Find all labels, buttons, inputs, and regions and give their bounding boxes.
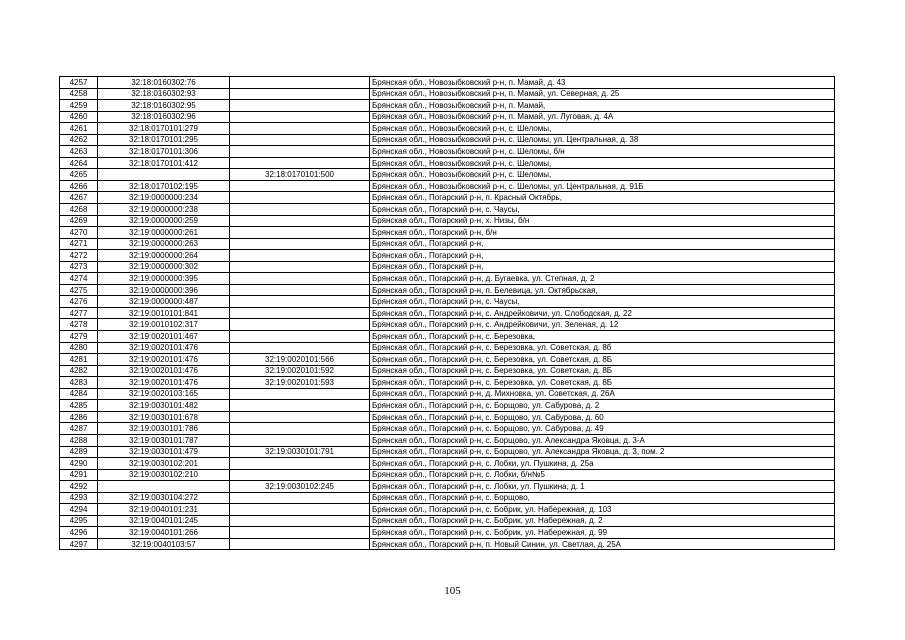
row-number-cell: 4274 <box>60 273 98 285</box>
table-row <box>60 365 835 377</box>
table-row <box>60 342 835 354</box>
row-number-cell: 4257 <box>60 77 98 89</box>
address-cell: Брянская обл., Новозыбковский р-н, п. Мамай, <box>370 100 835 112</box>
address-cell: Брянская обл., Новозыбковский р-н, п. Мамай, ул. Луговая, д. 4А <box>370 111 835 123</box>
related-cadastral-number-cell <box>230 411 370 423</box>
row-number-cell: 4267 <box>60 192 98 204</box>
row-number-cell: 4292 <box>60 481 98 493</box>
address-cell: Брянская обл., Погарский р-н, с. Бобрик, ул. Набережная, д. 99 <box>370 527 835 539</box>
row-number-cell: 4290 <box>60 458 98 470</box>
cadastral-number-cell: 32:19:0020101:476 <box>98 342 230 354</box>
address-cell: Брянская обл., Погарский р-н, д. Бугаевка, ул. Степная, д. 2 <box>370 273 835 285</box>
table-row <box>60 481 835 493</box>
row-number-cell: 4291 <box>60 469 98 481</box>
related-cadastral-number-cell: 32:18:0170101:500 <box>230 169 370 181</box>
table-row <box>60 134 835 146</box>
table-row <box>60 400 835 412</box>
cadastral-number-cell: 32:19:0000000:238 <box>98 204 230 216</box>
table-row <box>60 446 835 458</box>
cadastral-number-cell: 32:18:0170102:195 <box>98 180 230 192</box>
related-cadastral-number-cell <box>230 100 370 112</box>
address-cell: Брянская обл., Погарский р-н, с. Березовка, ул. Советская, д. 8Б <box>370 377 835 389</box>
cadastral-number-cell: 32:19:0020101:476 <box>98 365 230 377</box>
table-row <box>60 458 835 470</box>
cadastral-number-cell: 32:19:0030104:272 <box>98 492 230 504</box>
related-cadastral-number-cell <box>230 492 370 504</box>
related-cadastral-number-cell <box>230 504 370 516</box>
address-cell: Брянская обл., Погарский р-н, с. Лобки, б/н№5 <box>370 469 835 481</box>
row-number-cell: 4271 <box>60 238 98 250</box>
address-cell: Брянская обл., Погарский р-н, п. Новый Синин, ул. Светлая, д. 25А <box>370 538 835 550</box>
related-cadastral-number-cell <box>230 261 370 273</box>
row-number-cell: 4278 <box>60 319 98 331</box>
table-row <box>60 492 835 504</box>
cadastral-number-cell: 32:19:0000000:259 <box>98 215 230 227</box>
row-number-cell: 4270 <box>60 227 98 239</box>
cadastral-number-cell: 32:19:0020103:165 <box>98 388 230 400</box>
cadastral-number-cell: 32:19:0010101:841 <box>98 307 230 319</box>
address-cell: Брянская обл., Погарский р-н, с. Лобки, ул. Пушкина, д. 1 <box>370 481 835 493</box>
related-cadastral-number-cell: 32:19:0030101:791 <box>230 446 370 458</box>
row-number-cell: 4280 <box>60 342 98 354</box>
address-cell: Брянская обл., Новозыбковский р-н, с. Шеломы, <box>370 157 835 169</box>
related-cadastral-number-cell: 32:19:0020101:592 <box>230 365 370 377</box>
related-cadastral-number-cell <box>230 284 370 296</box>
cadastral-number-cell <box>98 169 230 181</box>
property-registry-table <box>59 76 835 550</box>
table-row <box>60 434 835 446</box>
related-cadastral-number-cell <box>230 146 370 158</box>
cadastral-number-cell: 32:19:0030101:678 <box>98 411 230 423</box>
row-number-cell: 4289 <box>60 446 98 458</box>
related-cadastral-number-cell <box>230 388 370 400</box>
table-row <box>60 515 835 527</box>
row-number-cell: 4276 <box>60 296 98 308</box>
related-cadastral-number-cell <box>230 180 370 192</box>
address-cell: Брянская обл., Погарский р-н, с. Борщово, <box>370 492 835 504</box>
related-cadastral-number-cell <box>230 400 370 412</box>
address-cell: Брянская обл., Погарский р-н, с. Лобки, ул. Пушкина, д. 25а <box>370 458 835 470</box>
table-row <box>60 88 835 100</box>
table-row <box>60 388 835 400</box>
cadastral-number-cell: 32:19:0030101:482 <box>98 400 230 412</box>
row-number-cell: 4283 <box>60 377 98 389</box>
row-number-cell: 4258 <box>60 88 98 100</box>
related-cadastral-number-cell <box>230 527 370 539</box>
table-row <box>60 469 835 481</box>
row-number-cell: 4268 <box>60 204 98 216</box>
related-cadastral-number-cell <box>230 215 370 227</box>
row-number-cell: 4279 <box>60 331 98 343</box>
row-number-cell: 4265 <box>60 169 98 181</box>
table-row <box>60 423 835 435</box>
row-number-cell: 4277 <box>60 307 98 319</box>
related-cadastral-number-cell <box>230 204 370 216</box>
table-row <box>60 204 835 216</box>
cadastral-number-cell: 32:19:0040103:57 <box>98 538 230 550</box>
related-cadastral-number-cell <box>230 157 370 169</box>
table-row <box>60 331 835 343</box>
cadastral-number-cell: 32:18:0170101:306 <box>98 146 230 158</box>
address-cell: Брянская обл., Новозыбковский р-н, с. Шеломы, б/н <box>370 146 835 158</box>
table-row <box>60 504 835 516</box>
address-cell: Брянская обл., Погарский р-н, с. Борщово, ул. Сабурова, д. 60 <box>370 411 835 423</box>
row-number-cell: 4287 <box>60 423 98 435</box>
address-cell: Брянская обл., Погарский р-н, с. Борщово, ул. Сабурова, д. 2 <box>370 400 835 412</box>
related-cadastral-number-cell <box>230 227 370 239</box>
related-cadastral-number-cell <box>230 469 370 481</box>
address-cell: Брянская обл., Новозыбковский р-н, п. Мамай, д. 43 <box>370 77 835 89</box>
row-number-cell: 4262 <box>60 134 98 146</box>
table-row <box>60 538 835 550</box>
table-row <box>60 215 835 227</box>
row-number-cell: 4266 <box>60 180 98 192</box>
row-number-cell: 4273 <box>60 261 98 273</box>
row-number-cell: 4296 <box>60 527 98 539</box>
table-row <box>60 111 835 123</box>
table-row <box>60 146 835 158</box>
row-number-cell: 4269 <box>60 215 98 227</box>
address-cell: Брянская обл., Новозыбковский р-н, п. Мамай, ул. Северная, д. 25 <box>370 88 835 100</box>
table-row <box>60 319 835 331</box>
cadastral-number-cell: 32:19:0040101:231 <box>98 504 230 516</box>
cadastral-number-cell: 32:19:0040101:266 <box>98 527 230 539</box>
address-cell: Брянская обл., Новозыбковский р-н, с. Шеломы, ул. Центральная, д. 91Б <box>370 180 835 192</box>
table-row <box>60 157 835 169</box>
table-row <box>60 273 835 285</box>
related-cadastral-number-cell <box>230 250 370 262</box>
row-number-cell: 4272 <box>60 250 98 262</box>
table-row <box>60 527 835 539</box>
table-row <box>60 307 835 319</box>
cadastral-number-cell: 32:19:0020101:476 <box>98 354 230 366</box>
address-cell: Брянская обл., Погарский р-н, с. Борщово, ул. Александра Яковца, д. 3, пом. 2 <box>370 446 835 458</box>
cadastral-number-cell: 32:19:0000000:234 <box>98 192 230 204</box>
row-number-cell: 4286 <box>60 411 98 423</box>
cadastral-number-cell: 32:19:0030102:210 <box>98 469 230 481</box>
cadastral-number-cell: 32:19:0030101:479 <box>98 446 230 458</box>
address-cell: Брянская обл., Погарский р-н, б/н <box>370 227 835 239</box>
cadastral-number-cell: 32:19:0030101:787 <box>98 434 230 446</box>
related-cadastral-number-cell <box>230 111 370 123</box>
address-cell: Брянская обл., Погарский р-н, д. Михновка, ул. Советская, д. 26А <box>370 388 835 400</box>
table-row <box>60 227 835 239</box>
cadastral-number-cell: 32:18:0160302:76 <box>98 77 230 89</box>
related-cadastral-number-cell <box>230 296 370 308</box>
related-cadastral-number-cell <box>230 331 370 343</box>
cadastral-number-cell: 32:19:0000000:264 <box>98 250 230 262</box>
cadastral-number-cell: 32:19:0000000:487 <box>98 296 230 308</box>
related-cadastral-number-cell <box>230 434 370 446</box>
row-number-cell: 4282 <box>60 365 98 377</box>
cadastral-number-cell: 32:18:0170101:412 <box>98 157 230 169</box>
related-cadastral-number-cell <box>230 307 370 319</box>
address-cell: Брянская обл., Погарский р-н, с. Березовка, ул. Советская, д. 8Б <box>370 365 835 377</box>
related-cadastral-number-cell <box>230 273 370 285</box>
page-number: 105 <box>444 585 461 597</box>
table-row <box>60 250 835 262</box>
cadastral-number-cell: 32:19:0040101:245 <box>98 515 230 527</box>
address-cell: Брянская обл., Погарский р-н, с. Андрейковичи, ул. Слободская, д. 22 <box>370 307 835 319</box>
related-cadastral-number-cell: 32:19:0020101:566 <box>230 354 370 366</box>
cadastral-number-cell <box>98 481 230 493</box>
related-cadastral-number-cell <box>230 515 370 527</box>
cadastral-number-cell: 32:19:0010102:317 <box>98 319 230 331</box>
address-cell: Брянская обл., Погарский р-н, с. Бобрик, ул. Набережная, д. 103 <box>370 504 835 516</box>
cadastral-number-cell: 32:19:0020101:467 <box>98 331 230 343</box>
cadastral-number-cell: 32:18:0160302:93 <box>98 88 230 100</box>
table-row <box>60 411 835 423</box>
cadastral-number-cell: 32:18:0170101:279 <box>98 123 230 135</box>
cadastral-number-cell: 32:19:0030101:786 <box>98 423 230 435</box>
table-row <box>60 169 835 181</box>
row-number-cell: 4261 <box>60 123 98 135</box>
table-row <box>60 238 835 250</box>
cadastral-number-cell: 32:19:0000000:261 <box>98 227 230 239</box>
related-cadastral-number-cell: 32:19:0020101:593 <box>230 377 370 389</box>
related-cadastral-number-cell <box>230 319 370 331</box>
address-cell: Брянская обл., Погарский р-н, с. Бобрик, ул. Набережная, д. 2 <box>370 515 835 527</box>
address-cell: Брянская обл., Погарский р-н, с. Березовка, ул. Советская, д. 8б <box>370 342 835 354</box>
table-row <box>60 284 835 296</box>
cadastral-number-cell: 32:19:0020101:476 <box>98 377 230 389</box>
address-cell: Брянская обл., Погарский р-н, с. Чаусы, <box>370 204 835 216</box>
row-number-cell: 4288 <box>60 434 98 446</box>
table-row <box>60 192 835 204</box>
row-number-cell: 4284 <box>60 388 98 400</box>
table-row <box>60 261 835 273</box>
cadastral-number-cell: 32:19:0000000:263 <box>98 238 230 250</box>
address-cell: Брянская обл., Новозыбковский р-н, с. Шеломы, ул. Центральная, д. 38 <box>370 134 835 146</box>
row-number-cell: 4263 <box>60 146 98 158</box>
address-cell: Брянская обл., Погарский р-н, с. Березовка, <box>370 331 835 343</box>
address-cell: Брянская обл., Погарский р-н, х. Низы, б/н <box>370 215 835 227</box>
related-cadastral-number-cell <box>230 538 370 550</box>
row-number-cell: 4281 <box>60 354 98 366</box>
cadastral-number-cell: 32:19:0000000:396 <box>98 284 230 296</box>
address-cell: Брянская обл., Погарский р-н, п. Красный Октябрь, <box>370 192 835 204</box>
cadastral-number-cell: 32:18:0170101:295 <box>98 134 230 146</box>
related-cadastral-number-cell <box>230 77 370 89</box>
registry-table-body <box>60 77 835 550</box>
table-row <box>60 180 835 192</box>
related-cadastral-number-cell <box>230 423 370 435</box>
related-cadastral-number-cell <box>230 134 370 146</box>
table-row <box>60 100 835 112</box>
address-cell: Брянская обл., Погарский р-н, с. Березовка, ул. Советская, д. 8Б <box>370 354 835 366</box>
row-number-cell: 4294 <box>60 504 98 516</box>
row-number-cell: 4259 <box>60 100 98 112</box>
address-cell: Брянская обл., Погарский р-н, с. Чаусы, <box>370 296 835 308</box>
cadastral-number-cell: 32:19:0030102:201 <box>98 458 230 470</box>
table-row <box>60 296 835 308</box>
address-cell: Брянская обл., Погарский р-н, <box>370 261 835 273</box>
row-number-cell: 4264 <box>60 157 98 169</box>
table-row <box>60 354 835 366</box>
related-cadastral-number-cell <box>230 458 370 470</box>
address-cell: Брянская обл., Новозыбковский р-н, с. Шеломы, <box>370 169 835 181</box>
address-cell: Брянская обл., Погарский р-н, п. Белевица, ул. Октябрьская, <box>370 284 835 296</box>
related-cadastral-number-cell <box>230 123 370 135</box>
row-number-cell: 4275 <box>60 284 98 296</box>
cadastral-number-cell: 32:19:0000000:395 <box>98 273 230 285</box>
address-cell: Брянская обл., Погарский р-н, с. Андрейковичи, ул. Зеленая, д. 12 <box>370 319 835 331</box>
table-row <box>60 123 835 135</box>
address-cell: Брянская обл., Погарский р-н, <box>370 250 835 262</box>
address-cell: Брянская обл., Погарский р-н, с. Борщово, ул. Александра Яковца, д. 3-А <box>370 434 835 446</box>
related-cadastral-number-cell <box>230 238 370 250</box>
related-cadastral-number-cell <box>230 192 370 204</box>
related-cadastral-number-cell <box>230 88 370 100</box>
table-row <box>60 377 835 389</box>
address-cell: Брянская обл., Погарский р-н, с. Борщово, ул. Сабурова, д. 49 <box>370 423 835 435</box>
related-cadastral-number-cell <box>230 342 370 354</box>
address-cell: Брянская обл., Новозыбковский р-н, с. Шеломы, <box>370 123 835 135</box>
row-number-cell: 4285 <box>60 400 98 412</box>
address-cell: Брянская обл., Погарский р-н, <box>370 238 835 250</box>
row-number-cell: 4260 <box>60 111 98 123</box>
cadastral-number-cell: 32:18:0160302:96 <box>98 111 230 123</box>
row-number-cell: 4297 <box>60 538 98 550</box>
related-cadastral-number-cell: 32:19:0030102:245 <box>230 481 370 493</box>
cadastral-number-cell: 32:19:0000000:302 <box>98 261 230 273</box>
row-number-cell: 4293 <box>60 492 98 504</box>
table-row <box>60 77 835 89</box>
cadastral-number-cell: 32:18:0160302:95 <box>98 100 230 112</box>
row-number-cell: 4295 <box>60 515 98 527</box>
